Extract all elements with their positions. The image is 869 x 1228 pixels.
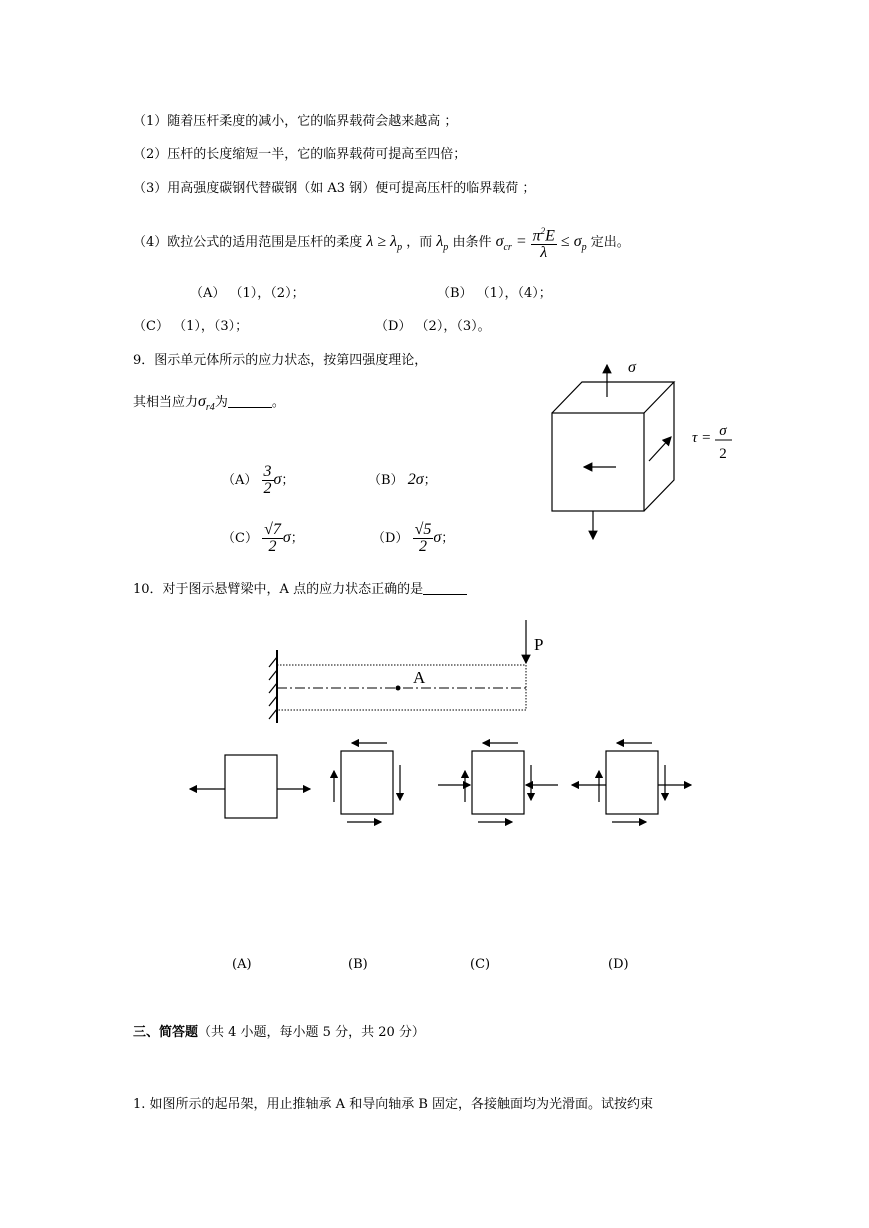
q9-line2-end: 。 [271,395,285,410]
statement-4-text-c: 由条件 [452,235,492,250]
q9-option-c: （C） $\frac{√7}{2}$ σ； [222,520,304,555]
q8-option-b: （B） （1），（4）； [437,286,552,301]
q8-option-c: （C） （1），（3）； [133,319,249,334]
point-a-label: A [413,668,426,687]
euler-condition: $\lambda \ge \lambda_p$ [366,233,403,253]
cube-side-face [644,382,674,511]
stress-elements [180,735,700,830]
q10-line: 10．对于图示悬臂梁中，A 点的应力状态正确的是 [133,580,467,599]
q9-option-d: （D） $\frac{√5}{2}$ σ； [372,520,455,555]
q9-option-b: （B） 2σ； [368,471,437,488]
answer-blank [228,393,272,408]
q9-option-a: （A） $\frac{3}{2}$ σ； [222,462,295,497]
tau-frac-den: 2 [719,446,727,462]
label-a: (A) [232,957,252,972]
tau-frac-num: σ [719,423,727,439]
stress-cube-diagram [540,355,760,550]
label-b: (B) [348,957,368,972]
q8-option-a: （A） （1），（2）； [190,286,305,301]
cantilever-beam-diagram [260,615,560,735]
short-question-1: 1. 如图所示的起吊架，用止推轴承 A 和导向轴承 B 固定，各接触面均为光滑面。试按约束 [133,1097,654,1112]
wall-hatch [269,657,277,719]
tau-side-arrow [649,437,671,461]
statement-3: （3）用高强度碳钢代替碳钢（如 A3 钢）便可提高压杆的临界载荷 ； [133,181,536,196]
cube-top-face [552,382,674,413]
q9-line2-a: 其相当应力 [133,395,199,410]
element-a [190,755,310,818]
statement-4-text-a: （4）欧拉公式的适用范围是压杆的柔度 [133,235,363,250]
lambda-p: $\lambda_p$ [436,233,449,253]
section-3-heading [133,1024,425,1042]
point-a [396,686,401,691]
element-b [334,743,400,822]
label-d: (D) [608,957,629,972]
q9-line2-b: 为 [214,395,228,410]
statement-2: （2）压杆的长度缩短一半，它的临界载荷可提高至四倍； [133,147,467,162]
tau-label: τ = [692,430,712,446]
label-c: (C) [470,957,491,972]
section-3-note: （共 4 小题，每小题 5 分，共 20 分） [198,1025,425,1040]
element-d [572,743,691,822]
element-c [438,743,558,822]
statement-4-text-b: ，而 [406,235,433,250]
statement-1: （1）随着压杆柔度的减小，它的临界载荷会越来越高 ； [133,114,458,129]
section-3-title: 三、简答题 [133,1025,199,1040]
q9-line2 [133,393,285,417]
statement-4 [133,222,630,268]
cube-front-face [552,413,644,511]
q8-option-d: （D） （2），（3）。 [375,319,491,334]
sigma-r4: $\sigma_{r4}$ [198,393,215,413]
load-label: P [534,635,544,654]
q9-line1: 9．图示单元体所示的应力状态，按第四强度理论， [133,353,428,368]
sigma-label: σ [628,359,636,376]
statement-4-text-d: 定出。 [590,235,630,250]
answer-blank-q10 [423,580,467,595]
euler-formula: $\sigma_{cr}$ = $\frac{\pi^2E}{\lambda}$ ≤ $\sigma_p$ [496,233,587,250]
